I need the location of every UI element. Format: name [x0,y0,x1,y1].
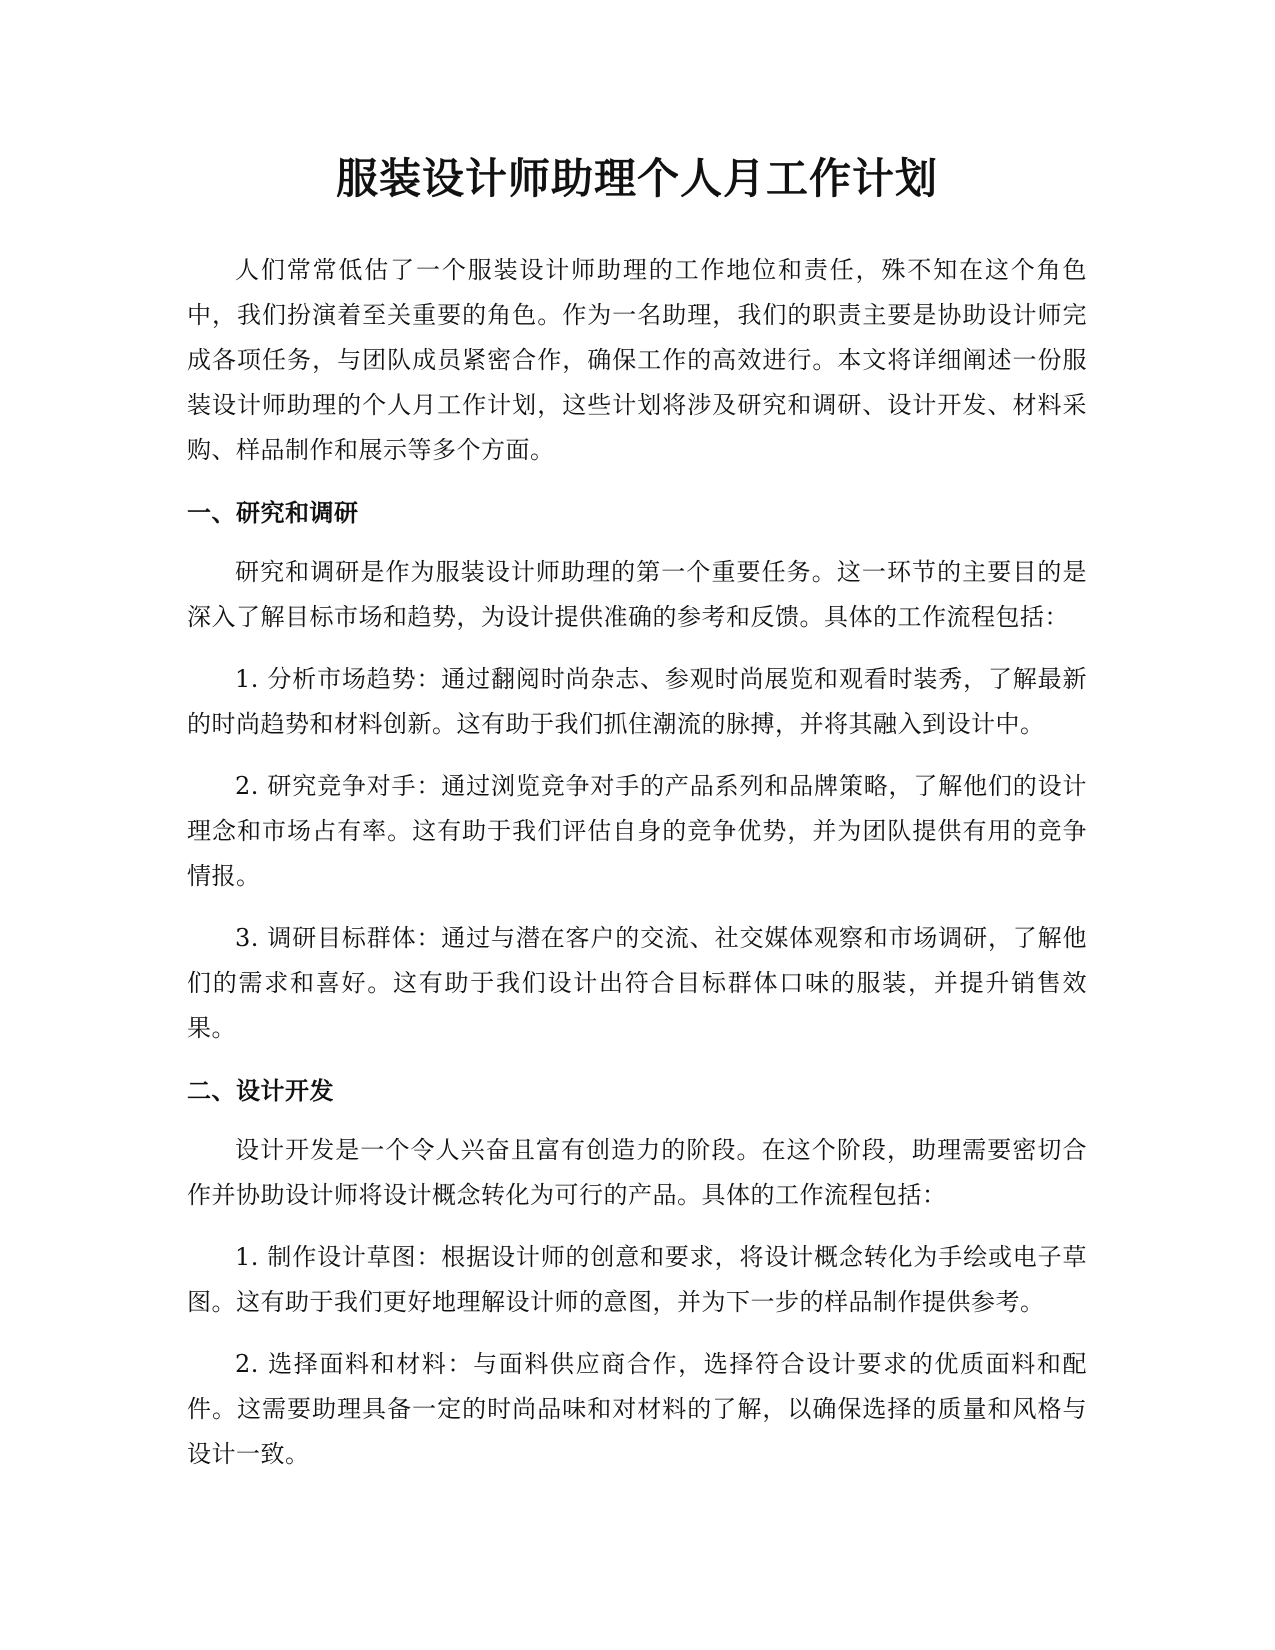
list-item-competitors: 2. 研究竞争对手：通过浏览竞争对手的产品系列和品牌策略，了解他们的设计理念和市场占有率。这有助于我们评估自身的竞争优势，并为团队提供有用的竞争情报。 [187,772,1087,890]
section-intro-research: 研究和调研是作为服装设计师助理的第一个重要任务。这一环节的主要目的是深入了解目标市场和趋势，为设计提供准确的参考和反馈。具体的工作流程包括： [187,558,1087,631]
intro-paragraph: 人们常常低估了一个服装设计师助理的工作地位和责任，殊不知在这个角色中，我们扮演着至关重要的角色。作为一名助理，我们的职责主要是协助设计师完成各项任务，与团队成员紧密合作，确保工作的高效进行。本文将详细阐述一份服装设计师助理的个人月工作计划，这些计划将涉及研究和调研、设计开发、材料采购、样品制作和展示等多个方面。 [187,256,1087,464]
list-item-sketches: 1. 制作设计草图：根据设计师的创意和要求，将设计概念转化为手绘或电子草图。这有助于我们更好地理解设计师的意图，并为下一步的样品制作提供参考。 [187,1243,1087,1316]
list-item-market-trends: 1. 分析市场趋势：通过翻阅时尚杂志、参观时尚展览和观看时装秀，了解最新的时尚趋势和材料创新。这有助于我们抓住潮流的脉搏，并将其融入到设计中。 [187,665,1087,738]
document-body [187,150,1087,1477]
section-heading-design: 二、设计开发 [187,1077,334,1105]
list-item-fabrics: 2. 选择面料和材料：与面料供应商合作，选择符合设计要求的优质面料和配件。这需要助理具备一定的时尚品味和对材料的了解，以确保选择的质量和风格与设计一致。 [187,1350,1087,1468]
list-item-target-group: 3. 调研目标群体：通过与潜在客户的交流、社交媒体观察和市场调研，了解他们的需求和喜好。这有助于我们设计出符合目标群体口味的服装，并提升销售效果。 [187,924,1087,1042]
section-intro-design: 设计开发是一个令人兴奋且富有创造力的阶段。在这个阶段，助理需要密切合作并协助设计师将设计概念转化为可行的产品。具体的工作流程包括： [187,1136,1087,1209]
page-title: 服装设计师助理个人月工作计划 [335,154,938,203]
section-heading-research: 一、研究和调研 [187,499,359,527]
